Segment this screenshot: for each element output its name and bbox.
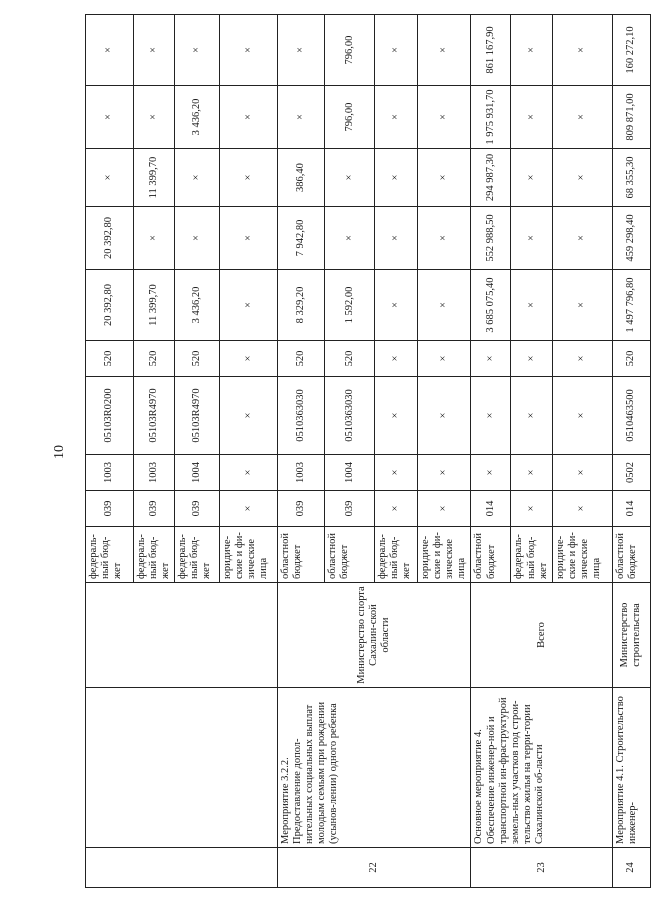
year1-cell: ×	[511, 207, 552, 270]
year4-cell: ×	[511, 15, 552, 86]
funding-source-cell: федераль-ный бюд-жет	[134, 527, 175, 583]
year2-cell: ×	[375, 149, 418, 207]
grbs-code-cell: 014	[471, 491, 511, 527]
year1-cell: 7 942,80	[278, 207, 325, 270]
target-article-cell: 05103R0200	[86, 377, 134, 455]
grbs-code-cell: 039	[325, 491, 375, 527]
year1-cell: 552 988,50	[471, 207, 511, 270]
grbs-code-cell: 014	[612, 491, 650, 527]
funding-source-cell: областной бюджет	[278, 527, 325, 583]
row-number-cell: 24	[612, 848, 650, 888]
expense-type-cell: ×	[471, 341, 511, 377]
row-number-cell: 23	[471, 848, 612, 888]
target-article-cell: ×	[375, 377, 418, 455]
year4-cell: ×	[220, 15, 278, 86]
row-number-cell: 22	[278, 848, 471, 888]
section-code-cell: ×	[375, 455, 418, 491]
grbs-code-cell: 039	[86, 491, 134, 527]
year2-cell: 11 399,70	[134, 149, 175, 207]
section-code-cell: 1003	[278, 455, 325, 491]
year1-cell: ×	[175, 207, 220, 270]
total-cell: 3 685 075,40	[471, 270, 511, 341]
year1-cell: ×	[552, 207, 612, 270]
section-code-cell: 0502	[612, 455, 650, 491]
year4-cell: 160 272,10	[612, 15, 650, 86]
total-cell: ×	[511, 270, 552, 341]
year3-cell: ×	[220, 86, 278, 149]
section-code-cell: ×	[220, 455, 278, 491]
target-article-cell: 0510463500	[612, 377, 650, 455]
target-article-cell: 0510363030	[278, 377, 325, 455]
year3-cell: ×	[278, 86, 325, 149]
section-code-cell: 1004	[325, 455, 375, 491]
executor-cell	[86, 583, 278, 688]
year2-cell: ×	[325, 149, 375, 207]
expense-type-cell: 520	[175, 341, 220, 377]
year3-cell: 1 975 931,70	[471, 86, 511, 149]
expense-type-cell: 520	[612, 341, 650, 377]
year1-cell: ×	[325, 207, 375, 270]
expense-type-cell: ×	[375, 341, 418, 377]
executor-cell: Министерство спорта Сахалин-ской области	[278, 583, 471, 688]
section-code-cell: ×	[511, 455, 552, 491]
section-code-cell: ×	[418, 455, 471, 491]
year1-cell: 20 392,80	[86, 207, 134, 270]
grbs-code-cell: ×	[552, 491, 612, 527]
section-code-cell: ×	[552, 455, 612, 491]
target-article-cell: ×	[220, 377, 278, 455]
year4-cell: ×	[552, 15, 612, 86]
funding-source-cell: областной бюджет	[325, 527, 375, 583]
target-article-cell: 0510363030	[325, 377, 375, 455]
target-article-cell: ×	[418, 377, 471, 455]
expense-type-cell: ×	[418, 341, 471, 377]
year3-cell: ×	[134, 86, 175, 149]
executor-cell: Всего	[471, 583, 612, 688]
year1-cell: ×	[220, 207, 278, 270]
funding-source-cell: федераль-ный бюд-жет	[175, 527, 220, 583]
section-code-cell: 1003	[86, 455, 134, 491]
expense-type-cell: 520	[134, 341, 175, 377]
year1-cell: ×	[418, 207, 471, 270]
year2-cell: ×	[175, 149, 220, 207]
year1-cell: ×	[375, 207, 418, 270]
total-cell: ×	[552, 270, 612, 341]
year4-cell: ×	[375, 15, 418, 86]
year3-cell: ×	[418, 86, 471, 149]
target-article-cell: ×	[471, 377, 511, 455]
row-number-cell	[86, 848, 278, 888]
total-cell: 1 592,00	[325, 270, 375, 341]
grbs-code-cell: ×	[220, 491, 278, 527]
expense-type-cell: ×	[220, 341, 278, 377]
total-cell: 11 399,70	[134, 270, 175, 341]
target-article-cell: 05103R4970	[134, 377, 175, 455]
expense-type-cell: ×	[552, 341, 612, 377]
year3-cell: 809 871,00	[612, 86, 650, 149]
table-row	[612, 15, 650, 888]
event-cell: Основное мероприятие 4. Обеспечение инженер-ной и транспортной ин-фраструктурой земель-ных участков под строи-тельство жилья на терри-тории Сахалинской об-ласти	[471, 688, 612, 848]
event-cell	[86, 688, 278, 848]
year4-cell: ×	[175, 15, 220, 86]
grbs-code-cell: 039	[278, 491, 325, 527]
year2-cell: 294 987,30	[471, 149, 511, 207]
funding-source-cell: областной бюджет	[612, 527, 650, 583]
funding-source-cell: федераль-ный бюд-жет	[375, 527, 418, 583]
section-code-cell: ×	[471, 455, 511, 491]
target-article-cell: ×	[552, 377, 612, 455]
year2-cell: 386,40	[278, 149, 325, 207]
expense-type-cell: 520	[86, 341, 134, 377]
year2-cell: 68 355,30	[612, 149, 650, 207]
target-article-cell: ×	[511, 377, 552, 455]
year3-cell: ×	[375, 86, 418, 149]
year4-cell: ×	[278, 15, 325, 86]
event-cell: Мероприятие 4.1. Строительство инженер-	[612, 688, 650, 848]
grbs-code-cell: ×	[418, 491, 471, 527]
year3-cell: ×	[552, 86, 612, 149]
grbs-code-cell: ×	[375, 491, 418, 527]
table-row	[471, 15, 511, 888]
section-code-cell: 1004	[175, 455, 220, 491]
grbs-code-cell: 039	[175, 491, 220, 527]
target-article-cell: 05103R4970	[175, 377, 220, 455]
year1-cell: ×	[134, 207, 175, 270]
year2-cell: ×	[552, 149, 612, 207]
total-cell: ×	[220, 270, 278, 341]
year3-cell: 3 436,20	[175, 86, 220, 149]
section-code-cell: 1003	[134, 455, 175, 491]
year3-cell: ×	[86, 86, 134, 149]
grbs-code-cell: 039	[134, 491, 175, 527]
year4-cell: ×	[134, 15, 175, 86]
year4-cell: ×	[86, 15, 134, 86]
rotated-page	[85, 15, 645, 888]
funding-source-cell: юридиче-ские и фи-зические лица	[418, 527, 471, 583]
year1-cell: 459 298,40	[612, 207, 650, 270]
year4-cell: 861 167,90	[471, 15, 511, 86]
year3-cell: ×	[511, 86, 552, 149]
funding-source-cell: областной бюджет	[471, 527, 511, 583]
expense-type-cell: ×	[511, 341, 552, 377]
grbs-code-cell: ×	[511, 491, 552, 527]
total-cell: 1 497 796,80	[612, 270, 650, 341]
year4-cell: 796,00	[325, 15, 375, 86]
funding-source-cell: федераль-ный бюд-жет	[86, 527, 134, 583]
total-cell: 8 329,20	[278, 270, 325, 341]
year4-cell: ×	[418, 15, 471, 86]
year2-cell: ×	[511, 149, 552, 207]
year2-cell: ×	[86, 149, 134, 207]
funding-source-cell: федераль-ный бюд-жет	[511, 527, 552, 583]
total-cell: ×	[375, 270, 418, 341]
total-cell: 3 436,20	[175, 270, 220, 341]
total-cell: ×	[418, 270, 471, 341]
event-cell: Мероприятие 3.2.2. Предоставление допол-нительных социальных выплат молодым семьям при рождении (усынов-лении) одного ребенка	[278, 688, 471, 848]
total-cell: 20 392,80	[86, 270, 134, 341]
table-row	[278, 15, 325, 888]
funding-source-cell: юридиче-ские и фи-зические лица	[552, 527, 612, 583]
executor-cell: Министерство строительства	[612, 583, 650, 688]
expense-type-cell: 520	[278, 341, 325, 377]
table-row	[86, 15, 134, 888]
year2-cell: ×	[418, 149, 471, 207]
year3-cell: 796,00	[325, 86, 375, 149]
year2-cell: ×	[220, 149, 278, 207]
expense-type-cell: 520	[325, 341, 375, 377]
budget-table	[85, 14, 651, 888]
page-number: 10	[52, 445, 67, 459]
funding-source-cell: юридиче-ские и фи-зические лица	[220, 527, 278, 583]
